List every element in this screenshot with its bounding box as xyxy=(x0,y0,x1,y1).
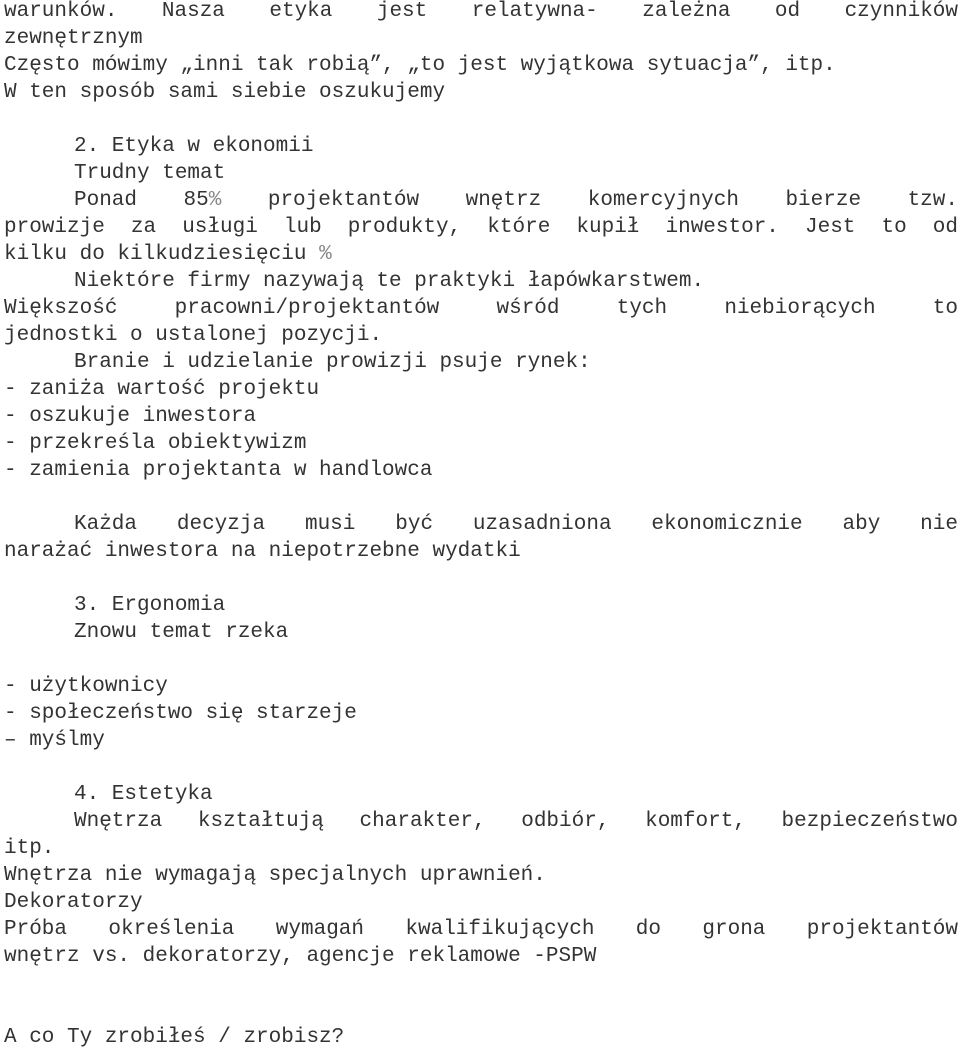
text-fragment: Ponad 85 xyxy=(74,189,209,212)
section-heading-aesthetics: 4. Estetyka xyxy=(74,783,213,806)
closing-question: A co Ty zrobiłeś / zrobisz? xyxy=(4,1026,345,1049)
text-line: wnętrz vs. dekoratorzy, agencje reklamowe -PSPW xyxy=(4,945,597,968)
text-line: Niektóre firmy nazywają te praktyki łapówkarstwem. xyxy=(74,270,705,293)
list-item: - użytkownicy xyxy=(4,675,168,698)
text-line: W ten sposób sami siebie oszukujemy xyxy=(4,81,446,104)
text-line: Znowu temat rzeka xyxy=(74,621,289,644)
text-line: Dekoratorzy xyxy=(4,891,143,914)
text-line: prowizje za usługi lub produkty, które kupił inwestor. Jest to od xyxy=(4,216,958,239)
text-line: Większość pracowni/projektantów wśród tych niebiorących to xyxy=(4,297,958,320)
text-line: jednostki o ustalonej pozycji. xyxy=(4,324,383,347)
text-line: Trudny temat xyxy=(74,162,226,185)
section-heading-ergonomics: 3. Ergonomia xyxy=(74,594,226,617)
text-line xyxy=(74,187,958,214)
text-line xyxy=(4,241,958,268)
list-item: - zaniża wartość projektu xyxy=(4,378,320,401)
percent-sign: % xyxy=(319,243,332,266)
text-line: warunków. Nasza etyka jest relatywna- zależna od czynników xyxy=(4,0,958,23)
list-item: - zamienia projektanta w handlowca xyxy=(4,459,433,482)
percent-sign: % xyxy=(208,189,222,212)
text-line: itp. xyxy=(4,837,55,860)
list-item: - przekreśla obiektywizm xyxy=(4,432,307,455)
text-line: Często mówimy „inni tak robią”, „to jest wyjątkowa sytuacja”, itp. xyxy=(4,54,836,77)
text-line: zewnętrznym xyxy=(4,27,143,50)
text-fragment: projektantów wnętrz komercyjnych bierze tzw. xyxy=(221,189,958,212)
text-line: Każda decyzja musi być uzasadniona ekonomicznie aby nie xyxy=(74,513,958,536)
list-item: – myślmy xyxy=(4,729,105,752)
text-line: Wnętrza nie wymagają specjalnych uprawnień. xyxy=(4,864,546,887)
text-fragment: kilku do kilkudziesięciu xyxy=(4,243,320,266)
text-line: Próba określenia wymagań kwalifikujących do grona projektantów xyxy=(4,918,958,941)
text-line: Branie i udzielanie prowizji psuje rynek: xyxy=(74,351,591,374)
text-line: Wnętrza kształtują charakter, odbiór, komfort, bezpieczeństwo xyxy=(74,810,958,833)
list-item: - społeczeństwo się starzeje xyxy=(4,702,357,725)
section-heading-ethics-in-economics: 2. Etyka w ekonomii xyxy=(74,135,314,158)
text-line: narażać inwestora na niepotrzebne wydatki xyxy=(4,540,521,563)
list-item: - oszukuje inwestora xyxy=(4,405,257,428)
